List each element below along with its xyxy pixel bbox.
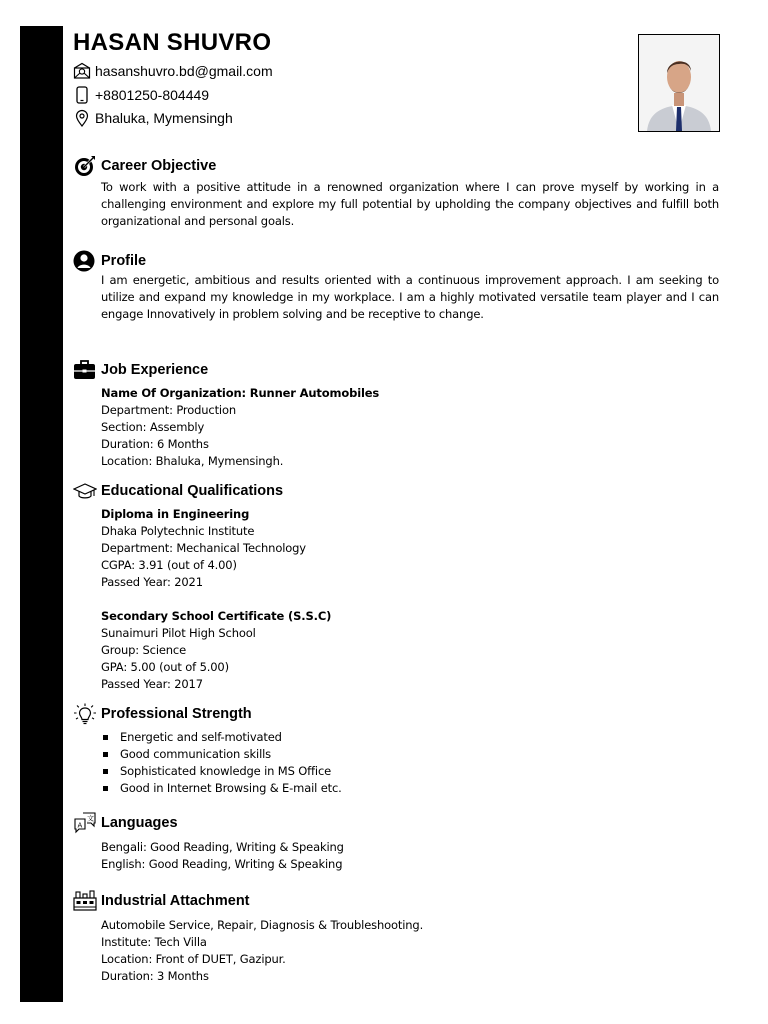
languages-title: Languages [101,815,178,831]
lightbulb-icon [73,703,97,725]
industrial-line: Duration: 3 Months [101,969,209,983]
strength-heading [73,703,252,725]
profile-heading [73,250,146,272]
job-experience-heading [73,359,208,381]
briefcase-icon [73,359,97,381]
left-sidebar-bar [20,26,63,1002]
languages-details [101,839,344,873]
svg-text:文: 文 [87,814,94,823]
career-objective-text: To work with a positive attitude in a renowned organization where I can prove myself by working in a challenging environment and explore my full potential by upholding the company objectives and fulfill both organizational and personal goals. [101,180,719,228]
strength-title: Professional Strength [101,706,252,722]
list-item: Energetic and self-motivated [101,729,342,746]
profile-photo [638,34,720,132]
languages-heading [73,812,178,834]
language-line: Bengali: Good Reading, Writing & Speaking [101,840,344,854]
contact-phone [73,85,209,105]
list-item: Good in Internet Browsing & E-mail etc. [101,780,342,797]
candidate-name: HASAN SHUVRO [73,29,272,56]
career-objective-heading [73,155,216,177]
job-line: Location: Bhaluka, Mymensingh. [101,454,284,468]
industrial-details [101,917,423,985]
email-text: hasanshuvro.bd@gmail.com [95,63,273,79]
education-line: CGPA: 3.91 (out of 4.00) [101,558,237,572]
education-line: Dhaka Polytechnic Institute [101,524,255,538]
education-line: Department: Mechanical Technology [101,541,306,555]
svg-text:A: A [77,821,83,830]
job-line: Section: Assembly [101,420,205,434]
education-heading [73,480,283,502]
education-entry-ssc [101,608,331,693]
target-icon [73,155,97,177]
organization-name: Name Of Organization: Runner Automobiles [101,386,380,400]
phone-text: +8801250-804449 [95,87,210,103]
industrial-line: Institute: Tech Villa [101,935,207,949]
email-icon [73,62,91,80]
degree-title: Diploma in Engineering [101,507,250,521]
list-item: Sophisticated knowledge in MS Office [101,763,342,780]
education-line: Sunaimuri Pilot High School [101,626,256,640]
education-line: GPA: 5.00 (out of 5.00) [101,660,229,674]
graduation-cap-icon [73,480,97,502]
language-line: English: Good Reading, Writing & Speaking [101,857,343,871]
education-entry-diploma [101,506,306,591]
job-experience-details [101,385,379,470]
profile-text: I am energetic, ambitious and results oriented with a continuous improvement approach. I am seeking to utilize and expand my knowledge in my workplace. I am a highly motivated versatile team player and I can engage Innovatively in problem solving and be receptive to change. [101,273,719,321]
career-objective-title: Career Objective [101,158,217,174]
translate-icon [73,812,97,834]
education-line: Passed Year: 2017 [101,677,203,691]
user-icon [73,250,97,272]
location-text: Bhaluka, Mymensingh [95,110,233,126]
profile-title: Profile [101,253,147,269]
industrial-line: Automobile Service, Repair, Diagnosis & Troubleshooting. [101,918,424,932]
industrial-title: Industrial Attachment [101,893,250,909]
education-line: Group: Science [101,643,187,657]
degree-title: Secondary School Certificate (S.S.C) [101,609,332,623]
list-item: Good communication skills [101,746,342,763]
education-title: Educational Qualifications [101,483,284,499]
factory-icon [73,890,97,912]
education-line: Passed Year: 2021 [101,575,203,589]
strength-list [101,729,342,797]
contact-email [73,61,273,81]
job-experience-title: Job Experience [101,362,209,378]
phone-icon [73,86,91,104]
industrial-heading [73,890,250,912]
job-line: Duration: 6 Months [101,437,209,451]
contact-location [73,108,233,128]
job-line: Department: Production [101,403,237,417]
location-pin-icon [73,109,91,127]
industrial-line: Location: Front of DUET, Gazipur. [101,952,286,966]
